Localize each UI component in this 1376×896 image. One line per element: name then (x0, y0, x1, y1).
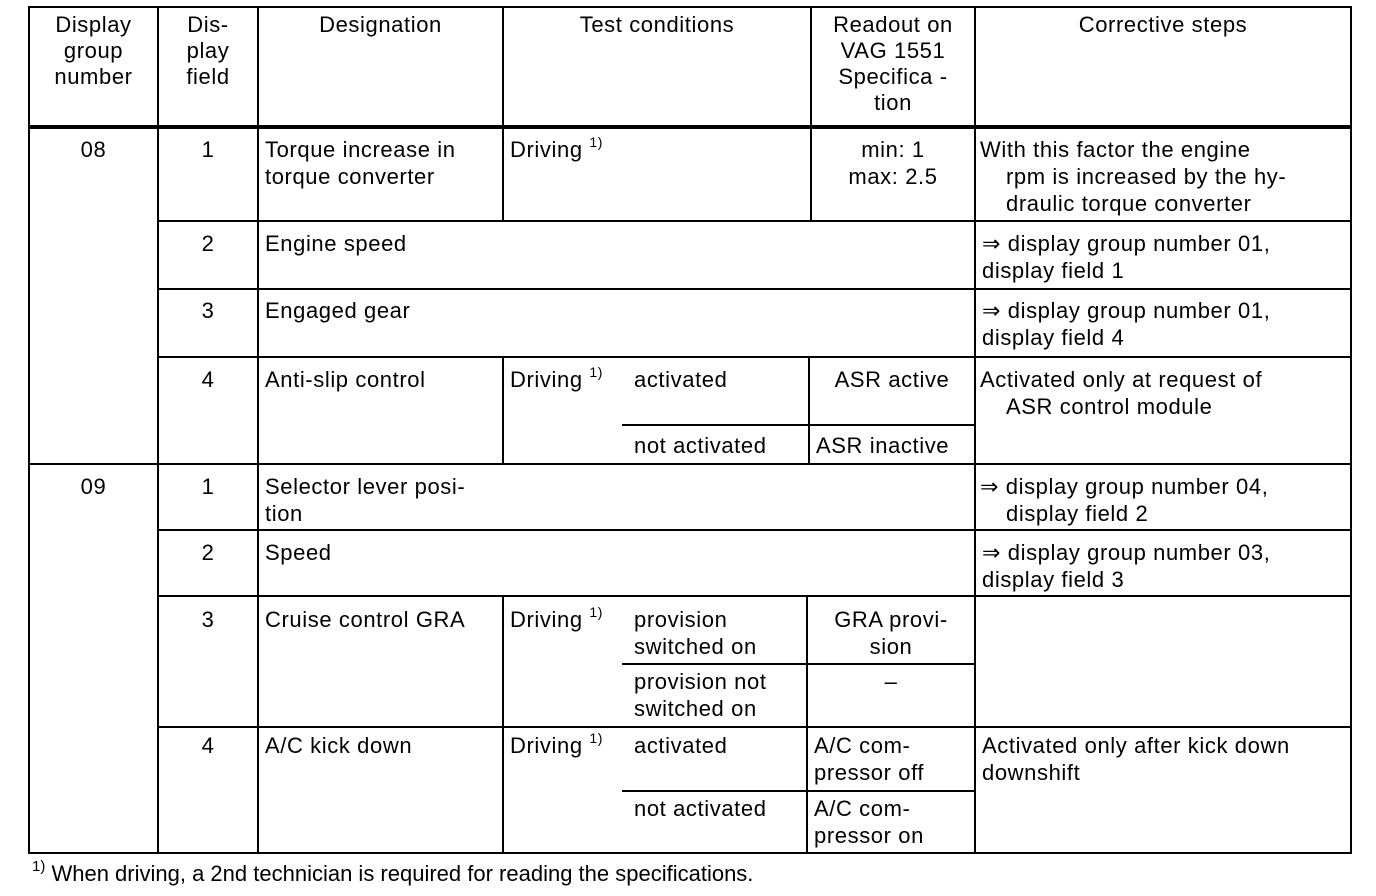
header-group-number: Display group number (54, 12, 133, 89)
condition-cell: provision not switched on (634, 669, 767, 721)
field-number: 2 (201, 540, 215, 565)
readout-cell: A/C com- pressor off (814, 733, 925, 785)
header-readout: Readout on VAG 1551 Specifica - tion (833, 12, 953, 115)
field-number: 4 (201, 733, 215, 758)
corrective-cell: ⇒ display group number 01, display field 4 (982, 298, 1271, 350)
table-border-top (28, 6, 1352, 8)
designation-cell: Speed (265, 540, 332, 565)
field-number: 4 (201, 367, 215, 392)
designation-cell: Engaged gear (265, 298, 411, 323)
group-divider (28, 463, 1352, 465)
test-conditions-cell (504, 603, 624, 633)
condition-cell: activated (634, 367, 728, 392)
readout-cell: ASR active (834, 367, 950, 392)
field-number: 1 (201, 137, 215, 162)
field-number: 1 (201, 474, 215, 499)
diagnostic-table (28, 6, 1352, 854)
corrective-cell: ⇒ display group number 03, display field 3 (982, 540, 1271, 592)
condition-cell: not activated (634, 796, 767, 821)
test-conditions-cell (504, 363, 624, 393)
corrective-cell: Activated only at request of ASR control module (980, 367, 1263, 419)
readout-cell: GRA provi- sion (834, 607, 948, 659)
designation-cell: Torque increase in torque converter (265, 137, 456, 189)
row-divider (622, 663, 976, 665)
table-border-left (28, 6, 30, 854)
row-divider (622, 424, 976, 426)
footnote-ref: 1) (589, 729, 604, 746)
condition-cell: provision switched on (634, 607, 757, 659)
header-corrective-steps: Corrective steps (1078, 12, 1248, 37)
col-divider (502, 6, 504, 222)
test-conditions-text: Driving (510, 733, 590, 758)
row-divider (157, 288, 1352, 290)
table-border-bottom (28, 852, 1352, 854)
group-number-09: 09 (80, 474, 107, 499)
readout-cell: – (884, 669, 898, 694)
row-divider (157, 220, 1352, 222)
field-number: 2 (201, 231, 215, 256)
corrective-cell: ⇒ display group number 04, display field 2 (980, 474, 1269, 526)
header-divider (28, 125, 1352, 129)
row-divider (157, 529, 1352, 531)
footnote-ref: 1) (589, 603, 604, 620)
row-divider (157, 595, 1352, 597)
footnote-ref: 1) (589, 133, 604, 150)
condition-cell: activated (634, 733, 728, 758)
test-conditions-text: Driving (510, 137, 590, 162)
test-conditions-cell (504, 729, 624, 759)
corrective-cell: With this factor the engine rpm is increased by the hy- draulic torque converter (980, 137, 1287, 216)
designation-cell: Selector lever posi- tion (265, 474, 466, 526)
header-test-conditions: Test conditions (579, 12, 735, 37)
footnote-ref: 1) (589, 363, 604, 380)
field-number: 3 (201, 298, 215, 323)
group-number-08: 08 (80, 137, 107, 162)
corrective-cell: ⇒ display group number 01, display field 1 (982, 231, 1271, 283)
readout-cell: A/C com- pressor on (814, 796, 924, 848)
test-conditions-text: Driving (510, 607, 590, 632)
row-divider (157, 726, 1352, 728)
readout-cell: ASR inactive (816, 433, 950, 458)
row-divider (157, 356, 1352, 358)
designation-cell: Anti-slip control (265, 367, 426, 392)
field-number: 3 (201, 607, 215, 632)
corrective-cell: Activated only after kick down downshift (982, 733, 1290, 785)
header-designation: Designation (319, 12, 442, 37)
row-divider (622, 790, 976, 792)
designation-cell: A/C kick down (265, 733, 413, 758)
footnote-marker: 1) (32, 857, 46, 875)
footnote-text: When driving, a 2nd technician is required for reading the specifications. (51, 861, 754, 886)
readout-cell: min: 1 max: 2.5 (848, 137, 938, 189)
test-conditions-cell (504, 133, 810, 163)
designation-cell: Cruise control GRA (265, 607, 466, 632)
header-display-field: Dis- play field (186, 12, 230, 89)
designation-cell: Engine speed (265, 231, 407, 256)
test-conditions-text: Driving (510, 367, 590, 392)
footnote (32, 857, 754, 888)
condition-cell: not activated (634, 433, 767, 458)
